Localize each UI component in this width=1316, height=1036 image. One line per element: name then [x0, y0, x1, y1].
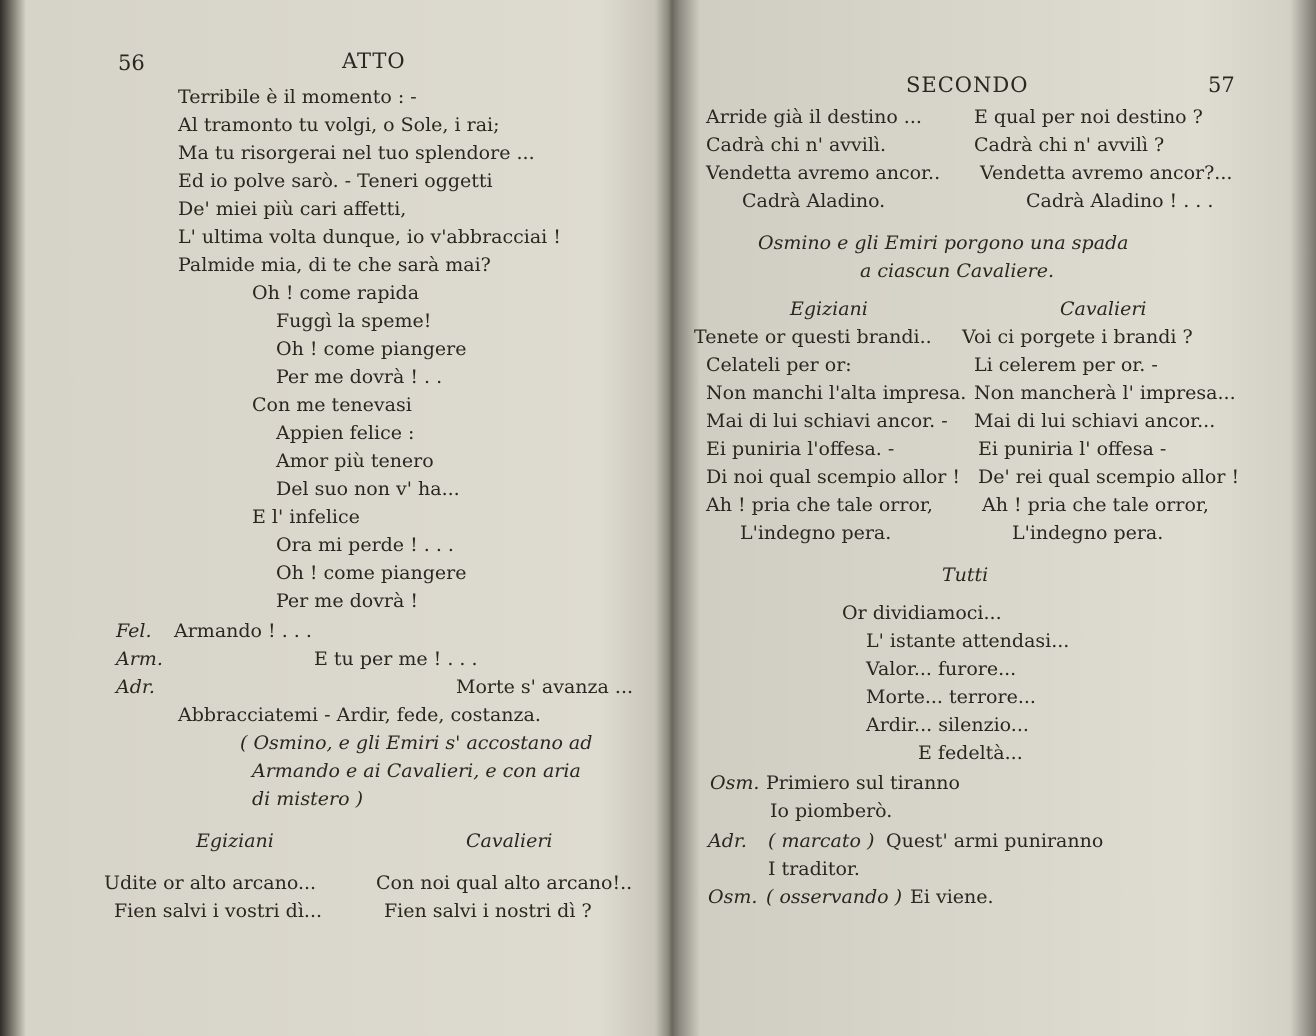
tutti-line: L' istante attendasi...	[866, 630, 1070, 652]
aria-line: Oh ! come rapida	[252, 282, 420, 304]
speaker-label: Fel.	[116, 620, 152, 642]
tutti-line: Ardir... silenzio...	[866, 714, 1029, 736]
duet-line-cavalieri: Cadrà chi n' avvilì ?	[974, 134, 1165, 156]
column-heading: Cavalieri	[1060, 298, 1147, 320]
duet-line-egiziani: Arride già il destino ...	[706, 106, 922, 128]
dialogue-line: Armando ! . . .	[174, 620, 312, 642]
aria-line: Del suo non v' ha...	[276, 478, 460, 500]
duet-line-egiziani: Non manchi l'alta impresa.	[706, 382, 967, 404]
duet-line-cavalieri: Con noi qual alto arcano!..	[376, 872, 633, 894]
stage-direction: ( marcato )	[768, 830, 875, 852]
speaker-label: Osm.	[710, 772, 760, 794]
duet-line-egiziani: Cadrà chi n' avvilì.	[706, 134, 887, 156]
aria-line: Oh ! come piangere	[276, 562, 467, 584]
stage-direction: di mistero )	[252, 788, 363, 810]
aria-line: Ora mi perde ! . . .	[276, 534, 454, 556]
speaker-label: Adr.	[708, 830, 747, 852]
speaker-label: Adr.	[116, 676, 155, 698]
duet-line-egiziani: Cadrà Aladino.	[742, 190, 886, 212]
verse-line: Ma tu risorgerai nel tuo splendore ...	[178, 142, 535, 164]
duet-line-cavalieri: Non mancherà l' impresa...	[974, 382, 1236, 404]
duet-line-cavalieri: Li celerem per or. -	[974, 354, 1158, 376]
aria-line: Oh ! come piangere	[276, 338, 467, 360]
duet-line-egiziani: L'indegno pera.	[740, 522, 892, 544]
duet-line-cavalieri: De' rei qual scempio allor !	[978, 466, 1240, 488]
verse-line: Ed io polve sarò. - Teneri oggetti	[178, 170, 493, 192]
duet-line-egiziani: Fien salvi i vostri dì...	[114, 900, 323, 922]
duet-line-egiziani: Ei puniria l'offesa. -	[706, 438, 895, 460]
speaker-label: Osm.	[708, 886, 758, 908]
dialogue-line: Primiero sul tiranno	[766, 772, 960, 794]
page-number: 57	[1208, 73, 1235, 97]
speaker-label: Arm.	[116, 648, 163, 670]
aria-line: Per me dovrà !	[276, 590, 419, 612]
right-page	[672, 0, 1316, 1036]
tutti-line: Or dividiamoci...	[842, 602, 1002, 624]
running-head: ATTO	[342, 49, 406, 73]
column-heading: Cavalieri	[466, 830, 553, 852]
duet-line-egiziani: Tenete or questi brandi..	[694, 326, 932, 348]
dialogue-line: E tu per me ! . . .	[314, 648, 478, 670]
tutti-line: E fedeltà...	[918, 742, 1023, 764]
duet-line-egiziani: Mai di lui schiavi ancor. -	[706, 410, 948, 432]
verse-line: Palmide mia, di te che sarà mai?	[178, 254, 491, 276]
duet-line-cavalieri: Fien salvi i nostri dì ?	[384, 900, 592, 922]
aria-line: Fuggì la speme!	[276, 310, 432, 332]
duet-line-cavalieri: Ah ! pria che tale orror,	[982, 494, 1209, 516]
dialogue-line: Quest' armi puniranno	[886, 830, 1104, 852]
tutti-heading: Tutti	[942, 564, 989, 586]
tutti-line: Valor... furore...	[866, 658, 1017, 680]
dialogue-line: I traditor.	[768, 858, 860, 880]
duet-line-egiziani: Vendetta avremo ancor..	[706, 162, 941, 184]
duet-line-egiziani: Udite or alto arcano...	[104, 872, 317, 894]
tutti-line: Morte... terrore...	[866, 686, 1036, 708]
verse-line: Al tramonto tu volgi, o Sole, i rai;	[178, 114, 500, 136]
aria-line: E l' infelice	[252, 506, 360, 528]
duet-line-cavalieri: Ei puniria l' offesa -	[978, 438, 1167, 460]
dialogue-line: Morte s' avanza ...	[456, 676, 634, 698]
aria-line: Con me tenevasi	[252, 394, 412, 416]
verse-line: Terribile è il momento : -	[178, 86, 417, 108]
stage-direction: ( osservando )	[766, 886, 903, 908]
column-heading: Egiziani	[790, 298, 868, 320]
stage-direction: Armando e ai Cavalieri, e con aria	[252, 760, 581, 782]
column-heading: Egiziani	[196, 830, 274, 852]
duet-line-egiziani: Ah ! pria che tale orror,	[706, 494, 933, 516]
verse-line: De' miei più cari affetti,	[178, 198, 407, 220]
dialogue-line: Io piomberò.	[770, 800, 893, 822]
duet-line-cavalieri: Mai di lui schiavi ancor...	[974, 410, 1216, 432]
running-head: SECONDO	[906, 73, 1029, 97]
duet-line-cavalieri: Voi ci porgete i brandi ?	[962, 326, 1193, 348]
stage-direction: ( Osmino, e gli Emiri s' accostano ad	[240, 732, 593, 754]
aria-line: Appien felice :	[276, 422, 415, 444]
page-number: 56	[118, 51, 145, 75]
aria-line: Amor più tenero	[276, 450, 434, 472]
duet-line-cavalieri: E qual per noi destino ?	[974, 106, 1203, 128]
duet-line-cavalieri: L'indegno pera.	[1012, 522, 1164, 544]
verse-line: L' ultima volta dunque, io v'abbracciai !	[178, 226, 561, 248]
duet-line-egiziani: Di noi qual scempio allor !	[706, 466, 961, 488]
stage-direction: a ciascun Cavaliere.	[860, 260, 1055, 282]
stage-direction: Osmino e gli Emiri porgono una spada	[758, 232, 1129, 254]
duet-line-cavalieri: Vendetta avremo ancor?...	[980, 162, 1233, 184]
dialogue-line: Ei viene.	[910, 886, 994, 908]
duet-line-cavalieri: Cadrà Aladino ! . . .	[1026, 190, 1214, 212]
aria-line: Per me dovrà ! . .	[276, 366, 443, 388]
duet-line-egiziani: Celateli per or:	[706, 354, 852, 376]
dialogue-line: Abbracciatemi - Ardir, fede, costanza.	[178, 704, 541, 726]
